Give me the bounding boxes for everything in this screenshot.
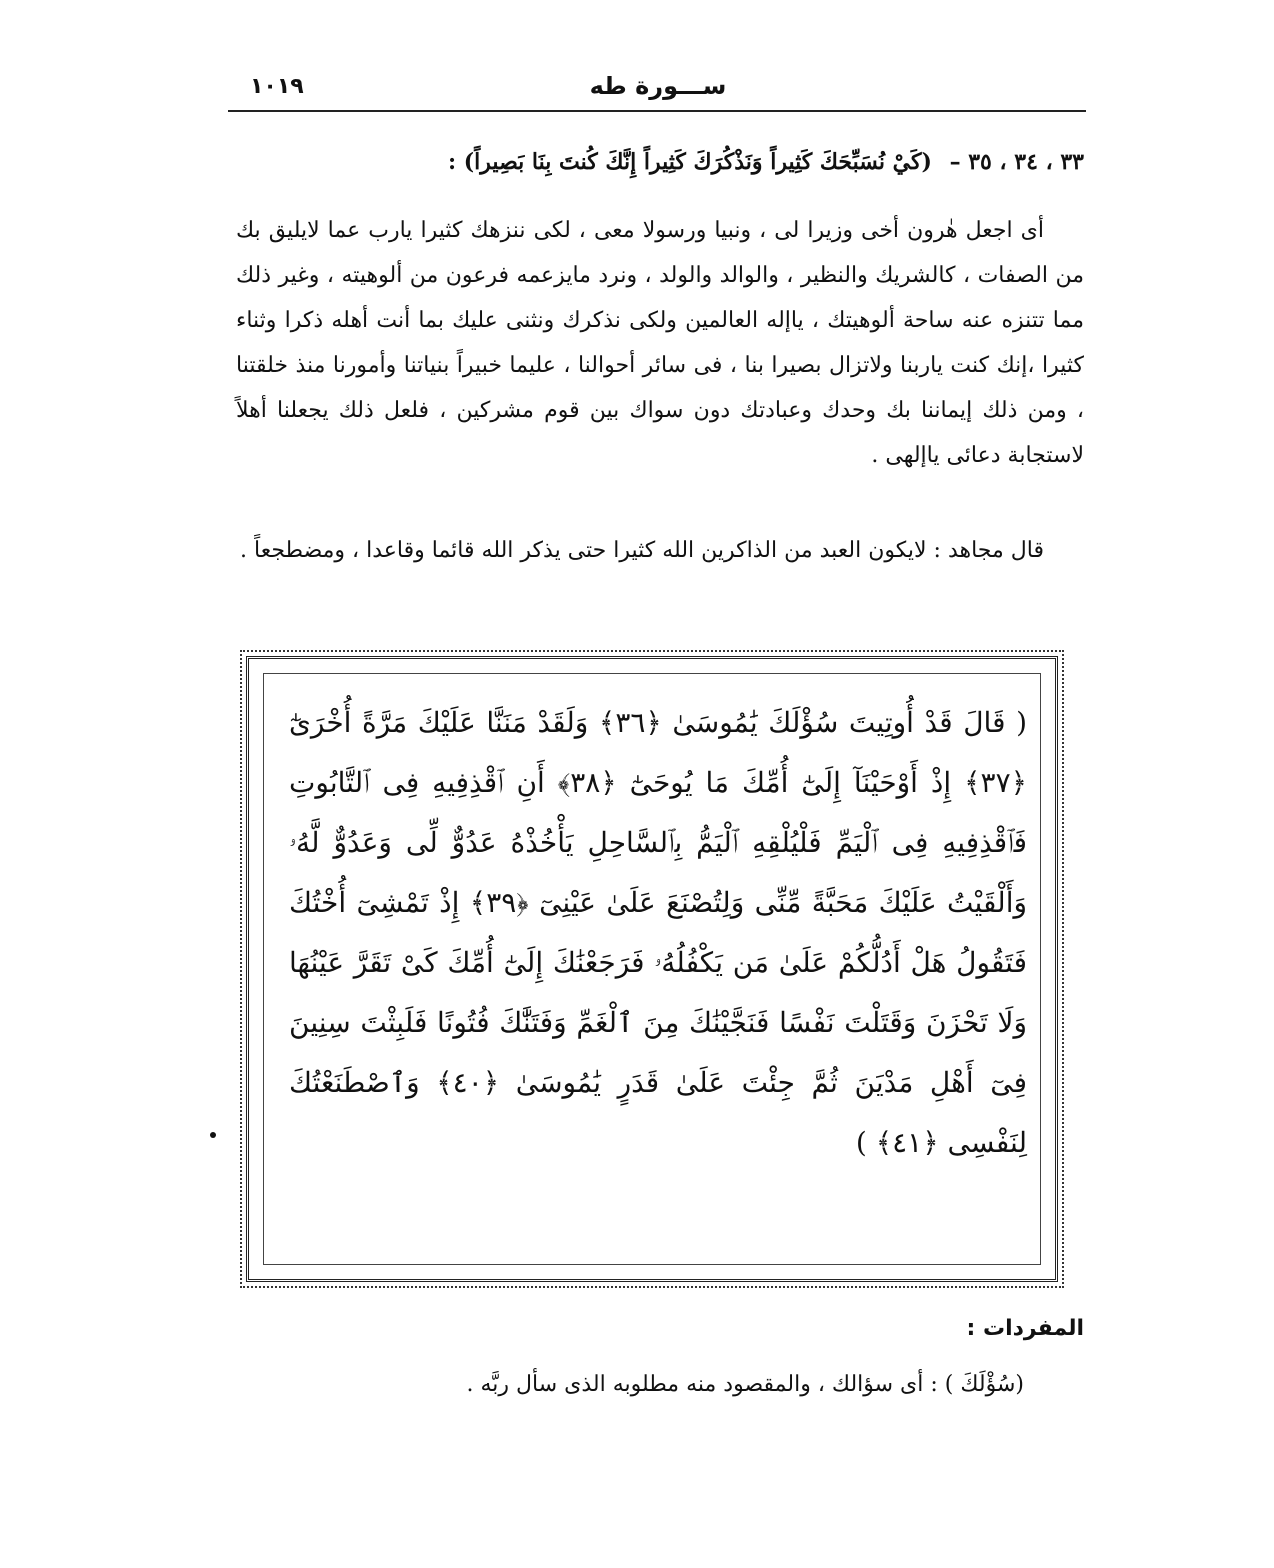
verse-numbers: ٣٣ ، ٣٤ ، ٣٥ – [949,149,1084,175]
verse-heading [236,140,1084,184]
vocabulary-entry: (سُؤْلَكَ ) : أى سؤالك ، والمقصود منه مطلوبه الذى سأل ربَّه . [466,1372,1024,1397]
mujahid-quote: قال مجاهد : لايكون العبد من الذاكرين الله كثيرا حتى يذكر الله قائما وقاعدا ، ومضطجعاً . [240,538,1044,563]
tafsir-paragraph: أى اجعل هٰرون أخى وزيرا لى ، ونبيا ورسولا معى ، لكى ننزهك كثيرا يارب عما لايليق بك من الصفات ، كالشريك والنظير ، والوالد والولد ، ونرد مايزعمه فرعون من ألوهيته ، وغير ذلك مما تتنزه عنه ساحة ألوهيتك ، ياإله العالمين ولكى نذكرك ونثنى عليك بما أنت أهله ذكرا وثناء كثيرا ،إنك كنت ياربنا ولاتزال بصيرا بنا ، فى سائر أحوالنا ، عليما خبيراً بنياتنا وأمورنا منذ خلقتنا ، ومن ذلك إيماننا بك وحدك وعبادتك دون سواك بين قوم مشركين ، فلعل ذلك يجعلنا أهلاً لاستجابة دعائى ياإلهى . [236,218,1084,468]
header-divider [228,110,1086,112]
page-header [232,66,1084,110]
page-number: ١٠١٩ [250,74,304,99]
vocabulary-heading: المفردات : [966,1316,1084,1341]
quran-frame [246,656,1058,1282]
margin-dot [210,1132,216,1138]
surah-title: ســـورة طه [589,72,727,100]
quran-passage: ( قَالَ قَدْ أُوتِيتَ سُؤْلَكَ يَٰمُوسَىٰ ﴿٣٦﴾ وَلَقَدْ مَنَنَّا عَلَيْكَ مَرَّةً أُخْرَىٰٓ ﴿٣٧﴾ إِذْ أَوْحَيْنَآ إِلَىٰٓ أُمِّكَ مَا يُوحَىٰٓ ﴿٣٨﴾ أَنِ ٱقْذِفِيهِ فِى ٱلتَّابُوتِ فَٱقْذِفِيهِ فِى ٱلْيَمِّ فَلْيُلْقِهِ ٱلْيَمُّ بِٱلسَّاحِلِ يَأْخُذْهُ عَدُوٌّ لِّى وَعَدُوٌّ لَّهُۥ وَأَلْقَيْتُ عَلَيْكَ مَحَبَّةً مِّنِّى وَلِتُصْنَعَ عَلَىٰ عَيْنِىٓ ﴿٣٩﴾ إِذْ تَمْشِىٓ أُخْتُكَ فَتَقُولُ هَلْ أَدُلُّكُمْ عَلَىٰ مَن يَكْفُلُهُۥ فَرَجَعْنَٰكَ إِلَىٰٓ أُمِّكَ كَىْ تَقَرَّ عَيْنُهَا وَلَا تَحْزَنَ وَقَتَلْتَ نَفْسًا فَنَجَّيْنَٰكَ مِنَ ٱلْغَمِّ وَفَتَنَّٰكَ فُتُونًا فَلَبِثْتَ سِنِينَ فِىٓ أَهْلِ مَدْيَنَ ثُمَّ جِئْتَ عَلَىٰ قَدَرٍ يَٰمُوسَىٰ ﴿٤٠﴾ وَٱصْطَنَعْتُكَ لِنَفْسِى ﴿٤١﴾ ) [289,706,1028,1159]
verse-heading-text: (كَيْ نُسَبِّحَكَ كَثِيراً وَنَذْكُرَكَ كَثِيراً إِنَّكَ كُنتَ بِنَا بَصِيراً) : [447,149,932,175]
